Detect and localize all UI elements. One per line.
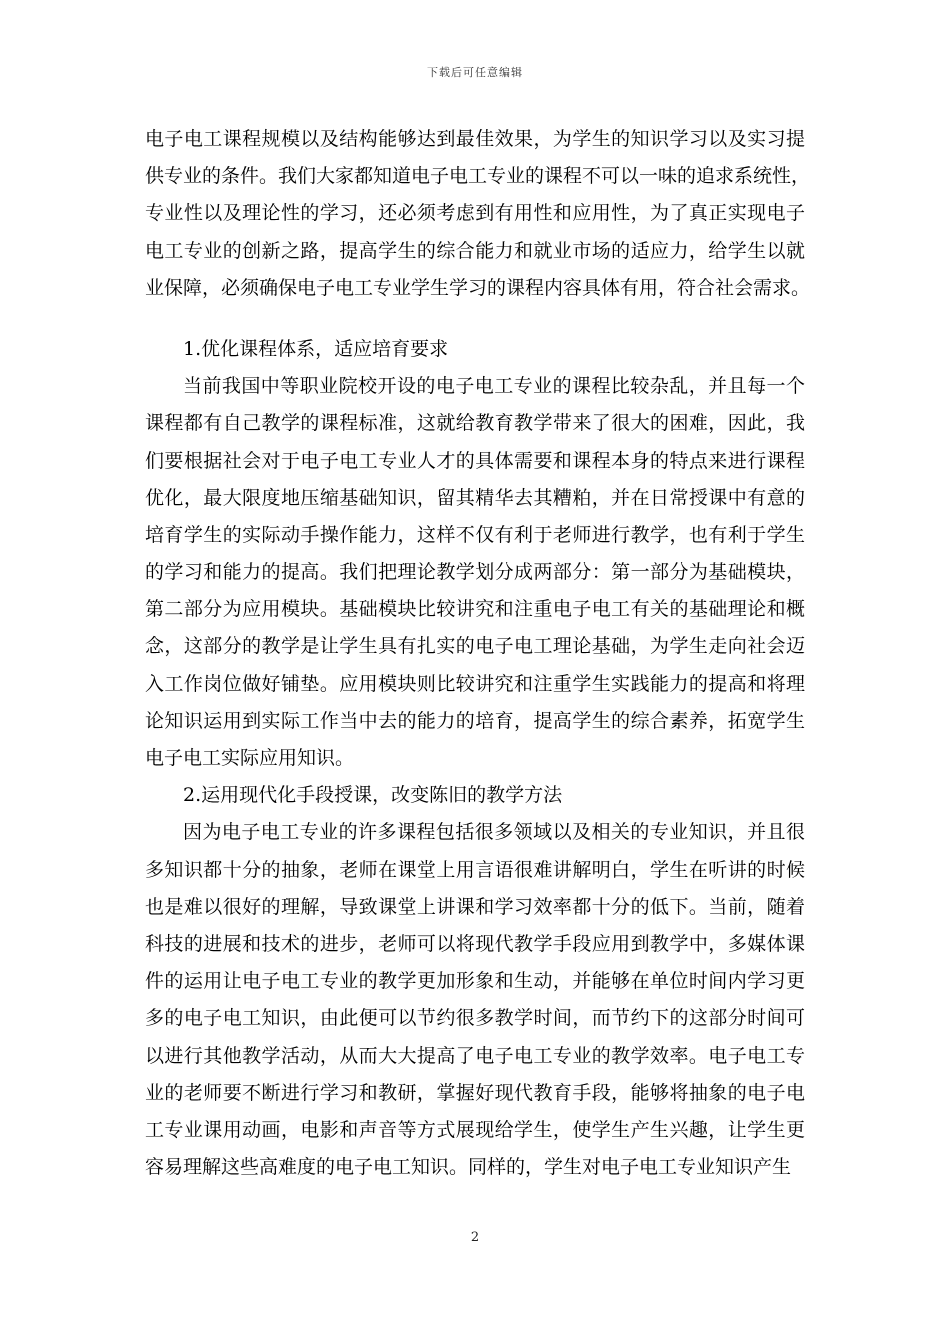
text-line: 件的运用让电子电工专业的教学更加形象和生动，并能够在单位时间内学习更 bbox=[145, 970, 805, 993]
paragraph bbox=[145, 814, 805, 1186]
text-line: 业的老师要不断进行学习和教研，掌握好现代教育手段，能够将抽象的电子电 bbox=[145, 1081, 805, 1104]
paragraph bbox=[145, 368, 805, 777]
text-line: 的学习和能力的提高。我们把理论教学划分成两部分：第一部分为基础模块， bbox=[145, 561, 805, 584]
text-line: 科技的进展和技术的进步，老师可以将现代教学手段应用到教学中，多媒体课 bbox=[145, 932, 805, 955]
page-header: 下载后可任意编辑 bbox=[427, 66, 523, 79]
text-line: 们要根据社会对于电子电工专业人才的具体需要和课程本身的特点来进行课程 bbox=[145, 449, 805, 472]
text-line: 当前我国中等职业院校开设的电子电工专业的课程比较杂乱，并且每一个 bbox=[183, 375, 805, 398]
text-line: 入工作岗位做好铺垫。应用模块则比较讲究和注重学生实践能力的提高和将理 bbox=[145, 672, 805, 695]
text-line: 第二部分为应用模块。基础模块比较讲究和注重电子电工有关的基础理论和概 bbox=[145, 598, 805, 621]
paragraph bbox=[145, 121, 811, 307]
page-number: 2 bbox=[470, 1230, 480, 1245]
text-line: 因为电子电工专业的许多课程包括很多领域以及相关的专业知识，并且很 bbox=[183, 821, 805, 844]
text-line: 电子电工实际应用知识。 bbox=[145, 747, 355, 769]
text-line: 多的电子电工知识，由此便可以节约很多教学时间，而节约下的这部分时间可 bbox=[145, 1007, 805, 1030]
text-line: 念，这部分的教学是让学生具有扎实的电子电工理论基础，为学生走向社会迈 bbox=[145, 635, 805, 658]
text-line: 工专业课用动画，电影和声音等方式展现给学生，使学生产生兴趣，让学生更 bbox=[145, 1118, 805, 1141]
heading-text: 2.运用现代化手段授课，改变陈旧的教学方法 bbox=[183, 784, 563, 807]
text-line: 专业性以及理论性的学习，还必须考虑到有用性和应用性，为了真正实现电子 bbox=[145, 202, 805, 225]
text-line: 电子电工课程规模以及结构能够达到最佳效果，为学生的知识学习以及实习提 bbox=[145, 128, 805, 150]
document-body bbox=[145, 121, 811, 1186]
text-line: 业保障，必须确保电子电工专业学生学习的课程内容具体有用，符合社会需求。 bbox=[145, 276, 811, 299]
heading-text: 1.优化课程体系，适应培育要求 bbox=[183, 337, 449, 360]
text-line: 供专业的条件。我们大家都知道电子电工专业的课程不可以一味的追求系统性， bbox=[145, 165, 811, 188]
section-heading bbox=[145, 331, 805, 368]
text-line: 电工专业的创新之路，提高学生的综合能力和就业市场的适应力，给学生以就 bbox=[145, 239, 805, 262]
text-line: 优化，最大限度地压缩基础知识，留其精华去其糟粕，并在日常授课中有意的 bbox=[145, 486, 805, 509]
text-line: 培育学生的实际动手操作能力，这样不仅有利于老师进行教学，也有利于学生 bbox=[145, 523, 805, 546]
text-line: 论知识运用到实际工作当中去的能力的培育，提高学生的综合素养，拓宽学生 bbox=[145, 709, 805, 732]
text-line: 也是难以很好的理解，导致课堂上讲课和学习效率都十分的低下。当前，随着 bbox=[145, 895, 805, 918]
section-heading bbox=[145, 777, 805, 814]
text-line: 容易理解这些高难度的电子电工知识。同样的，学生对电子电工专业知识产生 bbox=[145, 1156, 792, 1179]
text-line: 课程都有自己教学的课程标准，这就给教育教学带来了很大的困难，因此，我 bbox=[145, 412, 805, 435]
text-line: 多知识都十分的抽象，老师在课堂上用言语很难讲解明白，学生在听讲的时候 bbox=[145, 858, 805, 881]
text-line: 以进行其他教学活动，从而大大提高了电子电工专业的教学效率。电子电工专 bbox=[145, 1044, 805, 1067]
